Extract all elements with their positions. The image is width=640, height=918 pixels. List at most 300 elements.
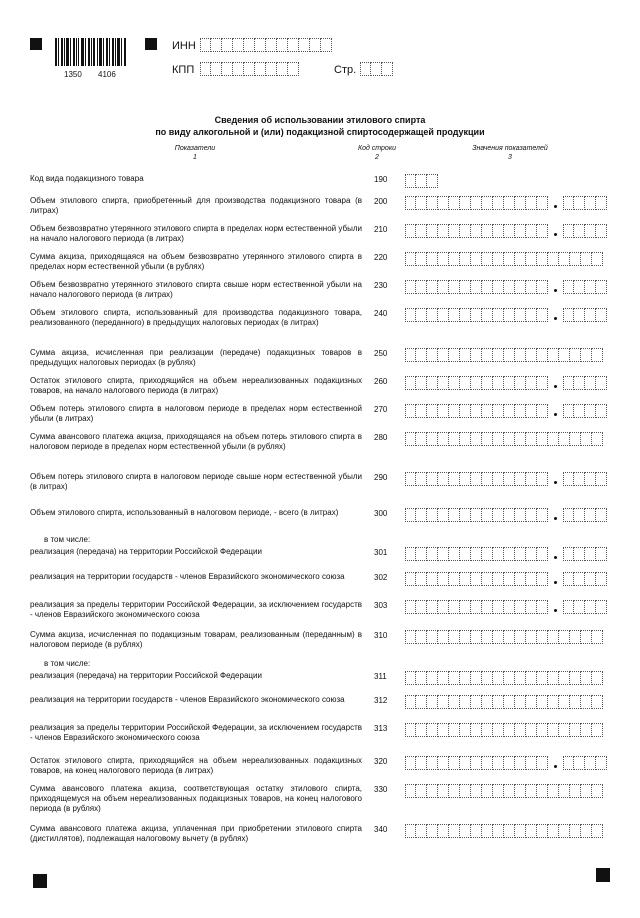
value-cell[interactable] [471, 348, 482, 362]
value-cell[interactable] [515, 404, 526, 418]
value-cell[interactable] [405, 572, 416, 586]
value-cell[interactable] [563, 600, 574, 614]
inn-cell[interactable] [255, 38, 266, 52]
value-cell[interactable] [438, 308, 449, 322]
value-cell[interactable] [537, 280, 548, 294]
value-cell[interactable] [471, 252, 482, 266]
value-cell[interactable] [515, 695, 526, 709]
value-cell[interactable] [460, 224, 471, 238]
value-cell[interactable] [570, 630, 581, 644]
value-cell[interactable] [460, 432, 471, 446]
inn-cell[interactable] [222, 38, 233, 52]
value-cell[interactable] [493, 756, 504, 770]
inn-cell[interactable] [277, 38, 288, 52]
value-cell[interactable] [493, 196, 504, 210]
value-cell[interactable] [504, 224, 515, 238]
value-cell[interactable] [405, 174, 416, 188]
value-cell[interactable] [596, 572, 607, 586]
page-cell[interactable] [360, 62, 371, 76]
value-cell[interactable] [471, 404, 482, 418]
value-field-230-fraction[interactable] [563, 280, 607, 294]
value-cell[interactable] [515, 472, 526, 486]
value-cell[interactable] [526, 547, 537, 561]
value-cell[interactable] [427, 404, 438, 418]
value-cell[interactable] [515, 671, 526, 685]
value-cell[interactable] [596, 600, 607, 614]
page-cell[interactable] [371, 62, 382, 76]
value-cell[interactable] [460, 280, 471, 294]
kpp-cell[interactable] [244, 62, 255, 76]
value-cell[interactable] [405, 784, 416, 798]
value-field-303-fraction[interactable] [563, 600, 607, 614]
value-cell[interactable] [515, 432, 526, 446]
value-cell[interactable] [416, 280, 427, 294]
value-cell[interactable] [559, 671, 570, 685]
kpp-cell[interactable] [277, 62, 288, 76]
value-cell[interactable] [526, 784, 537, 798]
value-cell[interactable] [471, 280, 482, 294]
value-cell[interactable] [581, 252, 592, 266]
value-cell[interactable] [585, 196, 596, 210]
value-field-330[interactable] [405, 784, 603, 798]
value-cell[interactable] [438, 508, 449, 522]
value-cell[interactable] [581, 723, 592, 737]
value-field-300-fraction[interactable] [563, 508, 607, 522]
value-cell[interactable] [427, 508, 438, 522]
value-cell[interactable] [596, 376, 607, 390]
value-cell[interactable] [416, 723, 427, 737]
value-cell[interactable] [537, 600, 548, 614]
value-cell[interactable] [493, 572, 504, 586]
value-cell[interactable] [585, 472, 596, 486]
value-cell[interactable] [596, 224, 607, 238]
value-cell[interactable] [526, 695, 537, 709]
value-cell[interactable] [438, 756, 449, 770]
value-cell[interactable] [585, 756, 596, 770]
value-cell[interactable] [504, 572, 515, 586]
value-field-300-integer[interactable] [405, 508, 548, 522]
value-cell[interactable] [493, 308, 504, 322]
value-cell[interactable] [559, 784, 570, 798]
value-cell[interactable] [515, 630, 526, 644]
value-field-240-fraction[interactable] [563, 308, 607, 322]
value-cell[interactable] [596, 280, 607, 294]
value-cell[interactable] [449, 600, 460, 614]
value-cell[interactable] [526, 723, 537, 737]
value-cell[interactable] [504, 547, 515, 561]
value-cell[interactable] [460, 671, 471, 685]
value-cell[interactable] [449, 695, 460, 709]
value-cell[interactable] [585, 308, 596, 322]
value-cell[interactable] [405, 308, 416, 322]
value-cell[interactable] [537, 756, 548, 770]
value-cell[interactable] [427, 280, 438, 294]
value-cell[interactable] [438, 348, 449, 362]
value-cell[interactable] [493, 472, 504, 486]
value-cell[interactable] [504, 432, 515, 446]
value-cell[interactable] [438, 784, 449, 798]
value-cell[interactable] [515, 784, 526, 798]
value-field-210-fraction[interactable] [563, 224, 607, 238]
value-cell[interactable] [482, 508, 493, 522]
value-cell[interactable] [526, 432, 537, 446]
value-cell[interactable] [493, 695, 504, 709]
value-cell[interactable] [592, 824, 603, 838]
value-cell[interactable] [427, 784, 438, 798]
value-cell[interactable] [504, 600, 515, 614]
kpp-cell[interactable] [233, 62, 244, 76]
value-cell[interactable] [427, 824, 438, 838]
value-cell[interactable] [493, 376, 504, 390]
value-cell[interactable] [427, 630, 438, 644]
value-cell[interactable] [493, 824, 504, 838]
value-cell[interactable] [526, 824, 537, 838]
value-cell[interactable] [526, 308, 537, 322]
value-cell[interactable] [460, 196, 471, 210]
value-cell[interactable] [570, 432, 581, 446]
value-cell[interactable] [427, 432, 438, 446]
value-cell[interactable] [585, 376, 596, 390]
value-cell[interactable] [427, 671, 438, 685]
value-cell[interactable] [482, 224, 493, 238]
value-cell[interactable] [515, 308, 526, 322]
value-cell[interactable] [460, 630, 471, 644]
value-cell[interactable] [416, 600, 427, 614]
value-cell[interactable] [405, 671, 416, 685]
value-cell[interactable] [438, 280, 449, 294]
value-cell[interactable] [526, 348, 537, 362]
value-cell[interactable] [405, 252, 416, 266]
value-cell[interactable] [585, 280, 596, 294]
value-cell[interactable] [537, 784, 548, 798]
value-cell[interactable] [449, 671, 460, 685]
value-cell[interactable] [537, 824, 548, 838]
value-cell[interactable] [449, 308, 460, 322]
value-cell[interactable] [460, 376, 471, 390]
inn-cell[interactable] [310, 38, 321, 52]
value-cell[interactable] [574, 756, 585, 770]
value-cell[interactable] [405, 280, 416, 294]
value-cell[interactable] [559, 723, 570, 737]
value-cell[interactable] [570, 784, 581, 798]
value-cell[interactable] [559, 824, 570, 838]
value-cell[interactable] [482, 196, 493, 210]
inn-cell[interactable] [211, 38, 222, 52]
value-cell[interactable] [563, 756, 574, 770]
value-cell[interactable] [592, 252, 603, 266]
value-cell[interactable] [416, 784, 427, 798]
value-field-270-integer[interactable] [405, 404, 548, 418]
value-cell[interactable] [493, 671, 504, 685]
value-field-260-integer[interactable] [405, 376, 548, 390]
value-cell[interactable] [592, 348, 603, 362]
value-cell[interactable] [581, 695, 592, 709]
value-cell[interactable] [471, 508, 482, 522]
value-cell[interactable] [537, 196, 548, 210]
value-cell[interactable] [504, 348, 515, 362]
value-cell[interactable] [548, 432, 559, 446]
inn-cell[interactable] [200, 38, 211, 52]
value-cell[interactable] [438, 432, 449, 446]
value-cell[interactable] [559, 348, 570, 362]
value-cell[interactable] [537, 572, 548, 586]
value-cell[interactable] [471, 308, 482, 322]
value-cell[interactable] [427, 224, 438, 238]
value-cell[interactable] [548, 824, 559, 838]
kpp-cell[interactable] [266, 62, 277, 76]
kpp-cell[interactable] [288, 62, 299, 76]
inn-cell[interactable] [299, 38, 310, 52]
kpp-cell[interactable] [200, 62, 211, 76]
inn-field[interactable] [200, 38, 332, 52]
value-cell[interactable] [438, 472, 449, 486]
value-cell[interactable] [515, 196, 526, 210]
value-cell[interactable] [504, 404, 515, 418]
value-cell[interactable] [537, 547, 548, 561]
value-cell[interactable] [493, 547, 504, 561]
value-cell[interactable] [427, 572, 438, 586]
value-cell[interactable] [570, 695, 581, 709]
kpp-field[interactable] [200, 62, 299, 76]
value-field-302-fraction[interactable] [563, 572, 607, 586]
value-cell[interactable] [482, 348, 493, 362]
value-cell[interactable] [471, 723, 482, 737]
value-cell[interactable] [449, 224, 460, 238]
value-cell[interactable] [449, 547, 460, 561]
value-cell[interactable] [563, 572, 574, 586]
value-cell[interactable] [482, 376, 493, 390]
value-cell[interactable] [559, 630, 570, 644]
value-cell[interactable] [526, 280, 537, 294]
value-cell[interactable] [427, 174, 438, 188]
value-cell[interactable] [405, 196, 416, 210]
value-field-290-integer[interactable] [405, 472, 548, 486]
value-cell[interactable] [438, 376, 449, 390]
value-cell[interactable] [574, 600, 585, 614]
value-cell[interactable] [416, 671, 427, 685]
kpp-cell[interactable] [255, 62, 266, 76]
value-field-301-integer[interactable] [405, 547, 548, 561]
value-cell[interactable] [416, 196, 427, 210]
value-cell[interactable] [559, 432, 570, 446]
value-cell[interactable] [504, 508, 515, 522]
value-cell[interactable] [438, 671, 449, 685]
value-cell[interactable] [563, 196, 574, 210]
value-cell[interactable] [449, 723, 460, 737]
value-cell[interactable] [460, 695, 471, 709]
value-cell[interactable] [438, 572, 449, 586]
value-cell[interactable] [504, 723, 515, 737]
value-cell[interactable] [460, 348, 471, 362]
value-cell[interactable] [574, 508, 585, 522]
value-cell[interactable] [460, 824, 471, 838]
value-cell[interactable] [482, 308, 493, 322]
value-cell[interactable] [460, 723, 471, 737]
value-cell[interactable] [515, 547, 526, 561]
value-cell[interactable] [563, 404, 574, 418]
value-cell[interactable] [526, 671, 537, 685]
value-cell[interactable] [471, 224, 482, 238]
value-cell[interactable] [526, 572, 537, 586]
value-cell[interactable] [592, 630, 603, 644]
value-cell[interactable] [416, 308, 427, 322]
value-field-270-fraction[interactable] [563, 404, 607, 418]
value-field-301-fraction[interactable] [563, 547, 607, 561]
value-cell[interactable] [515, 723, 526, 737]
value-cell[interactable] [504, 472, 515, 486]
value-cell[interactable] [471, 695, 482, 709]
value-cell[interactable] [515, 508, 526, 522]
value-cell[interactable] [574, 196, 585, 210]
value-field-303-integer[interactable] [405, 600, 548, 614]
value-cell[interactable] [471, 572, 482, 586]
value-cell[interactable] [537, 252, 548, 266]
value-cell[interactable] [585, 572, 596, 586]
value-cell[interactable] [449, 280, 460, 294]
inn-cell[interactable] [288, 38, 299, 52]
value-cell[interactable] [471, 472, 482, 486]
value-cell[interactable] [416, 695, 427, 709]
value-cell[interactable] [493, 784, 504, 798]
value-cell[interactable] [471, 196, 482, 210]
value-cell[interactable] [416, 547, 427, 561]
value-field-230-integer[interactable] [405, 280, 548, 294]
kpp-cell[interactable] [222, 62, 233, 76]
value-cell[interactable] [460, 252, 471, 266]
value-cell[interactable] [416, 824, 427, 838]
value-cell[interactable] [548, 695, 559, 709]
value-cell[interactable] [416, 432, 427, 446]
value-cell[interactable] [596, 756, 607, 770]
value-cell[interactable] [493, 224, 504, 238]
value-cell[interactable] [416, 404, 427, 418]
value-cell[interactable] [563, 472, 574, 486]
value-cell[interactable] [416, 376, 427, 390]
value-cell[interactable] [427, 472, 438, 486]
value-cell[interactable] [405, 824, 416, 838]
value-field-310[interactable] [405, 630, 603, 644]
value-field-200-fraction[interactable] [563, 196, 607, 210]
value-cell[interactable] [460, 404, 471, 418]
value-cell[interactable] [405, 695, 416, 709]
value-field-320-fraction[interactable] [563, 756, 607, 770]
value-cell[interactable] [449, 824, 460, 838]
value-cell[interactable] [515, 376, 526, 390]
value-cell[interactable] [449, 252, 460, 266]
value-cell[interactable] [515, 756, 526, 770]
value-cell[interactable] [416, 252, 427, 266]
value-cell[interactable] [563, 376, 574, 390]
value-cell[interactable] [471, 376, 482, 390]
value-cell[interactable] [515, 348, 526, 362]
value-field-290-fraction[interactable] [563, 472, 607, 486]
value-cell[interactable] [416, 348, 427, 362]
value-cell[interactable] [427, 756, 438, 770]
value-cell[interactable] [405, 432, 416, 446]
value-cell[interactable] [493, 600, 504, 614]
value-cell[interactable] [427, 695, 438, 709]
value-field-240-integer[interactable] [405, 308, 548, 322]
value-cell[interactable] [438, 695, 449, 709]
value-cell[interactable] [515, 280, 526, 294]
value-cell[interactable] [438, 824, 449, 838]
value-cell[interactable] [526, 508, 537, 522]
value-cell[interactable] [526, 196, 537, 210]
value-cell[interactable] [504, 280, 515, 294]
value-cell[interactable] [548, 723, 559, 737]
value-cell[interactable] [504, 671, 515, 685]
value-cell[interactable] [438, 252, 449, 266]
value-field-280[interactable] [405, 432, 603, 446]
value-cell[interactable] [592, 695, 603, 709]
value-cell[interactable] [526, 224, 537, 238]
value-cell[interactable] [537, 404, 548, 418]
value-cell[interactable] [493, 404, 504, 418]
value-cell[interactable] [548, 671, 559, 685]
value-cell[interactable] [537, 695, 548, 709]
value-cell[interactable] [438, 723, 449, 737]
value-cell[interactable] [493, 280, 504, 294]
value-field-312[interactable] [405, 695, 603, 709]
value-cell[interactable] [526, 252, 537, 266]
value-cell[interactable] [504, 695, 515, 709]
value-cell[interactable] [537, 376, 548, 390]
value-cell[interactable] [563, 224, 574, 238]
value-field-190[interactable] [405, 174, 438, 188]
value-cell[interactable] [574, 572, 585, 586]
value-cell[interactable] [526, 404, 537, 418]
value-cell[interactable] [405, 547, 416, 561]
value-cell[interactable] [449, 196, 460, 210]
value-cell[interactable] [482, 723, 493, 737]
value-cell[interactable] [416, 756, 427, 770]
value-cell[interactable] [537, 630, 548, 644]
value-cell[interactable] [585, 508, 596, 522]
value-cell[interactable] [482, 280, 493, 294]
value-cell[interactable] [581, 824, 592, 838]
value-cell[interactable] [416, 472, 427, 486]
value-cell[interactable] [537, 671, 548, 685]
page-cell[interactable] [382, 62, 393, 76]
value-cell[interactable] [592, 671, 603, 685]
value-cell[interactable] [471, 671, 482, 685]
value-cell[interactable] [438, 224, 449, 238]
value-field-311[interactable] [405, 671, 603, 685]
value-field-200-integer[interactable] [405, 196, 548, 210]
value-cell[interactable] [449, 348, 460, 362]
value-cell[interactable] [482, 630, 493, 644]
value-cell[interactable] [585, 404, 596, 418]
value-cell[interactable] [460, 756, 471, 770]
value-cell[interactable] [471, 824, 482, 838]
page-field[interactable] [360, 62, 393, 76]
value-cell[interactable] [449, 572, 460, 586]
value-cell[interactable] [548, 784, 559, 798]
value-cell[interactable] [559, 252, 570, 266]
value-cell[interactable] [449, 376, 460, 390]
value-cell[interactable] [585, 547, 596, 561]
value-cell[interactable] [493, 252, 504, 266]
value-cell[interactable] [405, 404, 416, 418]
value-cell[interactable] [438, 404, 449, 418]
value-field-260-fraction[interactable] [563, 376, 607, 390]
value-cell[interactable] [563, 508, 574, 522]
value-cell[interactable] [405, 348, 416, 362]
value-cell[interactable] [504, 308, 515, 322]
value-cell[interactable] [405, 376, 416, 390]
value-cell[interactable] [449, 432, 460, 446]
value-cell[interactable] [526, 472, 537, 486]
